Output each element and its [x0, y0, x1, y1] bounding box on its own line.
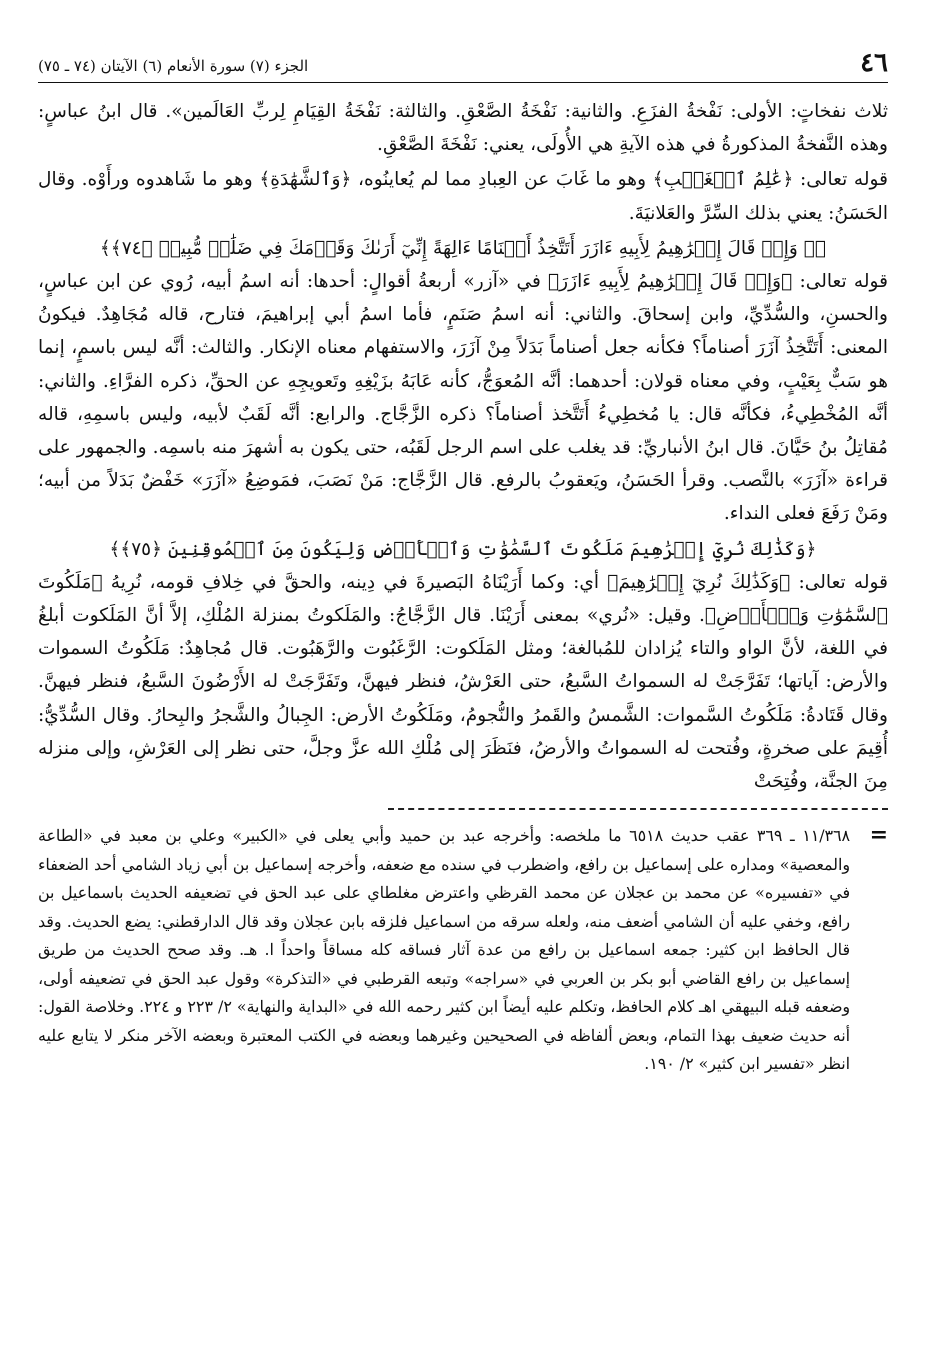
paragraph: قوله تعالى: ﴿وَكَذَٰلِكَ نُرِيٓ إِبۡرَٰهِيمَ﴾ أي: وكما أَرَيْنَاهُ البَصيرةَ في دِينه، والحقَّ في خِلافِ قومه، نُرِيهُ ﴿مَلَكُوتَ ٱلسَّمَٰوَٰتِ وَٱلۡأَرۡضِ﴾. وقيل: «نُري» بمعنى أَرَيْنَا. قال الزَّجَّاجُ: والمَلَكوتُ بمنزلة المُلْكِ، إلاَّ أنَّ المَلَكوت أبلغُ في اللغة، لأنَّ الواو والتاء يُزادان للمُبالغة؛ ومثل المَلَكوت: الرَّغَبُوت والرَّهَبُوت. قال مُجاهِدٌ: مَلَكُوتُ السموات والأرض: آياتها؛ تَفَرَّجَتْ له السمواتُ السَّبعُ، حتى العَرْشُ، فنظر فيهنَّ، وتَفَرَّجَتْ له الأَرْضُونَ السَّبعُ، فنظر فيهنَّ. وقال قَتَادةُ: مَلَكُوتُ السَّموات: الشَّمسُ والقَمرُ والنُّجومُ، ومَلَكُوتُ الأرض: الجِبالُ والشَّجرُ والبِحارُ. وقال السُّدِّيُّ: أُقِيمَ على صخرةٍ، وفُتحت له السمواتُ والأرضُ، فنَظَرَ إلى مُلْكِ الله عزَّ وجلَّ، حتى نظر إلى العَرْشِ، وإلى منزله مِنَ الجنَّة، وفُتِحَتْ [38, 571, 888, 793]
paragraph: ثلاث نفخاتٍ: الأولى: نَفْخةُ الفزَعِ. والثانية: نَفْخَةُ الصَّعْقِ. والثالثة: نَفْخَةُ القِيَامِ لِربِّ العَالَمين». قال ابنُ عباسٍ: وهذه النَّفخةُ المذكورةُ في هذه الآيةِ هي الأُولَى، يعني: نَفْخَةَ الصَّعْقِ. [38, 101, 888, 156]
footnote-separator [388, 808, 888, 810]
page-header [38, 48, 888, 83]
quran-verse: ﴿وَكَذَٰلِكَ نُرِيٓ إِبۡرَٰهِيمَ مَلَكُوتَ ٱلسَّمَٰوَٰتِ وَٱلۡأَرۡضِ وَلِيَكُونَ مِنَ ٱلۡمُوقِنِينَ ﴿٧٥﴾﴾ [109, 538, 817, 560]
footnotes [38, 822, 888, 1079]
page-number: ٤٦ [860, 48, 888, 78]
book-page [38, 48, 888, 1079]
footnote-text: ١١/٣٦٨ ـ ٣٦٩ عقب حديث ٦٥١٨ ما ملخصه: وأخرجه عبد بن حميد وأبي يعلى في «الكبير» وعلي بن معبد في «الطاعة والمعصية» ومداره على إسماعيل بن رافع، واضطرب في سنده مع ضعفه، وأخرجه إسماعيل بن أبي زياد الشامي أحد الضعفاء في «تفسيره» عن محمد بن عجلان عن محمد القرظي واعترض مغلطاي على عبد الحق في تضعيفه الحديث باسماعيل بن رافع، وخفي عليه أن الشامي أضعف منه، ولعله سرقه من اسماعيل فلزقه بابن عجلان وقد قال الدارقطني: يضع الحديث. وقد قال الحافظ ابن كثير: جمعه اسماعيل بن رافع من عدة آثار فساقه كله مساقاً واحداً ا. هـ. وقد صحح الحديث من طريق إسماعيل بن رافع القاضي أبو بكر بن العربي في «سراجه» وتبعه القرطبي في «التذكرة» وقول عبد الحق في تضعيفه أولى، وضعفه قبله البيهقي اهـ كلام الحافظ، وتكلم عليه أيضاً ابن كثير رحمه الله في «البداية والنهاية» ٢/ ٢٢٣ و ٢٢٤. وخلاصة القول: أنه حديث ضعيف بهذا التمام، وبعض ألفاظه في الصحيحين وغيرهما وبعضه في الكتب المعتبرة وبعضه الآخر منكر لا يتابع عليه انظر «تفسير ابن كثير» ٢/ ١٩٠. [38, 826, 851, 1074]
paragraph: قوله تعالى: ﴿وَإِذۡ قَالَ إِبۡرَٰهِيمُ لِأَبِيهِ ءَازَرَ﴾ في «آزر» أربعةُ أقوالٍ: أحدها: أنه اسمُ أبيه، رُوي عن ابن عباسٍ، والحسنِ، والسُّدِّيِّ، وابن إسحاقَ. والثاني: أنه اسمُ صَنَمٍ، فأما اسمُ أبي إبراهيمَ، فتارح، قاله مُجَاهِدٌ. فيكونُ المعنى: أَتَتَّخِذُ آزَرَ أصناماً؟ فكأنه جعل أصناماً بَدَلاً مِنْ آزَرَ، والاستفهام معناه الإنكار. والثالث: أنَّه ليس باسمٍ، إنما هو سَبٌّ بِعَيْبٍ، وفي معناه قولان: أحدهما: أنَّه المُعوَجُّ، كأنه عَابَهُ بزَيْغِهِ وتَعويجِهِ عن الحقِّ، ذكره الفرَّاءِ. والثاني: أنَّه المُخْطِيءُ، فكأنَّه قال: يا مُخطِيءُ أَتَتَّخذ أصناماً؟ ذكره الزَّجَّاج. والرابع: أنَّه لَقَبٌ لأبيه، وليس باسمِهِ، قاله مُقاتِلُ بنُ حَيَّانَ. قال ابنُ الأنباريِّ: قد يغلب على اسم الرجل لَقَبُه، حتى يكون به أشهرَ منه باسمِه. والجمهور على قراءة «آزَرَ» بالنَّصب. وقرأ الحَسَنُ، ويَعقوبُ بالرفع. قال الزَّجَّاج: مَنْ نَصَبَ، فمَوضِعُ «آزَرَ» خَفْضٌ بَدَلاً من أبيه؛ ومَنْ رَفَعَ فعلى النداء. [38, 271, 889, 525]
running-head: الجزء (٧) سورة الأنعام (٦) الآيتان (٧٤ ـ ٧٥) [38, 57, 309, 75]
footnote-continuation-marker: = [869, 822, 888, 849]
quran-verse: ﴿۞ وَإِذۡ قَالَ إِبۡرَٰهِيمُ لِأَبِيهِ ءَازَرَ أَتَتَّخِذُ أَصۡنَامًا ءَالِهَةً إِنِّيٓ أَرَىٰكَ وَقَوۡمَكَ فِي ضَلَٰلٖ مُّبِينٖ ﴿٧٤﴾﴾ [99, 237, 827, 259]
paragraph: قوله تعالى: ﴿عَٰلِمُ ٱلۡغَيۡبِ﴾ وهو ما غَابَ عن العِبادِ مما لم يُعاينُوه، ﴿وَٱلشَّهَٰدَةِ﴾ وهو ما شَاهدوه ورأَوْه. وقال الحَسَنُ: يعني بذلك السِّرَّ والعَلانيَةَ. [38, 169, 888, 224]
main-text [38, 95, 888, 798]
